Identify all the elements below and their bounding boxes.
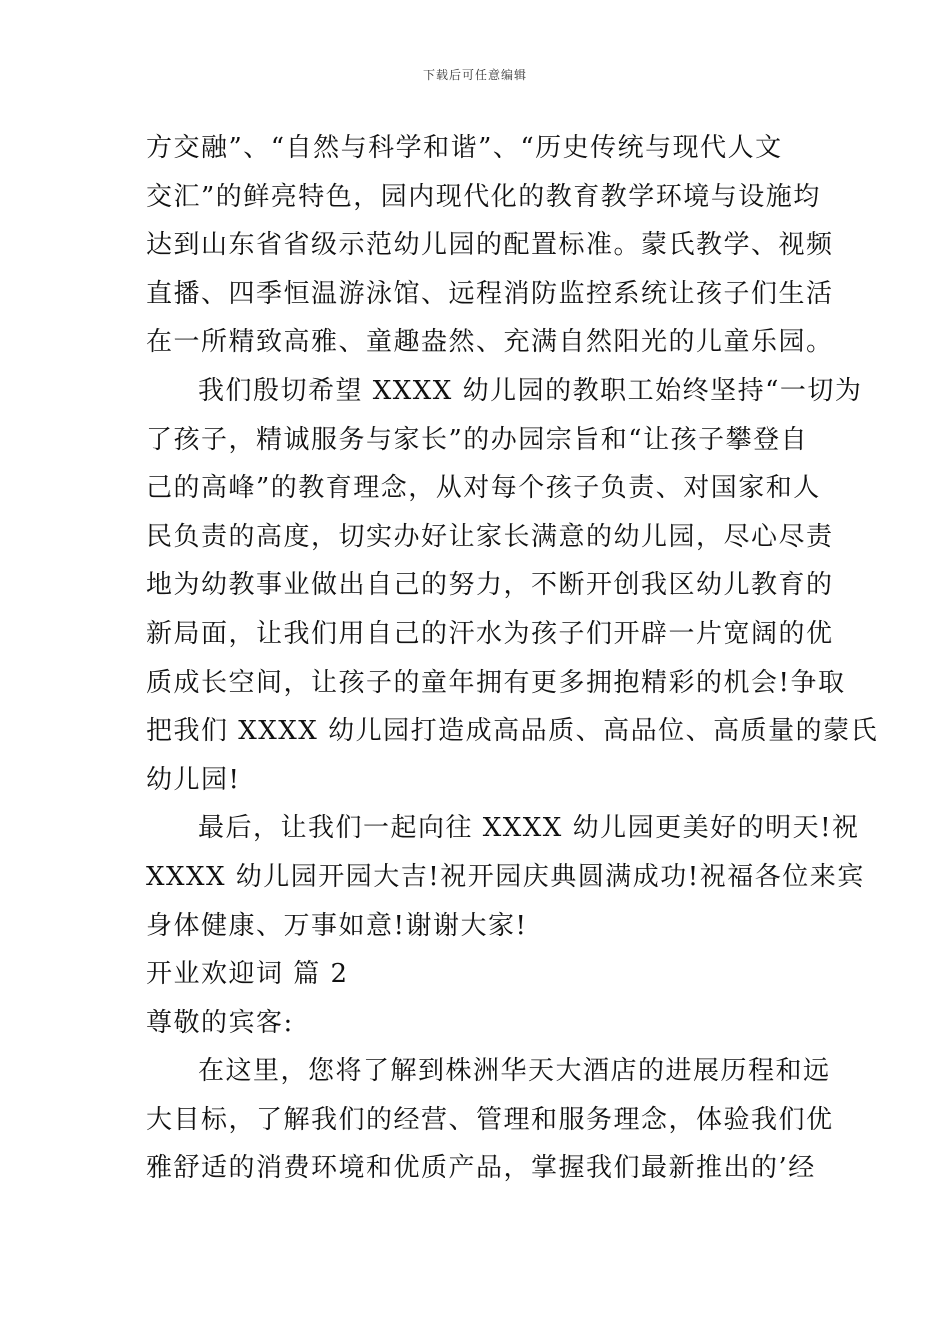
document-body <box>146 124 879 1193</box>
text-line: 尊敬的宾客: <box>146 1007 294 1038</box>
text-line: XXXX 幼儿园开园大吉!祝开园庆典圆满成功!祝福各位来宾 <box>146 861 865 892</box>
text-line: 民负责的高度，切实办好让家长满意的幼儿园，尽心尽责 <box>146 521 834 552</box>
text-line: 在一所精致高雅、童趣盎然、充满自然阳光的儿童乐园。 <box>146 327 834 358</box>
text-line: 直播、四季恒温游泳馆、远程消防监控系统让孩子们生活 <box>146 278 834 309</box>
text-line: 交汇”的鲜亮特色，园内现代化的教育教学环境与设施均 <box>146 181 821 212</box>
text-line: 开业欢迎词 篇 2 <box>146 959 349 990</box>
text-line: 方交融”、“自然与科学和谐”、“历史传统与现代人文 <box>146 133 783 163</box>
text-line: 大目标，了解我们的经营、管理和服务理念，体验我们优 <box>146 1104 834 1135</box>
text-line: 最后，让我们一起向往 XXXX 幼儿园更美好的明天!祝 <box>198 813 860 844</box>
text-line: 新局面，让我们用自己的汗水为孩子们开辟一片宽阔的优 <box>146 618 834 649</box>
text-line: 达到山东省省级示范幼儿园的配置标准。蒙氏教学、视频 <box>146 230 834 261</box>
text-line: 了孩子，精诚服务与家长”的办园宗旨和“让孩子攀登自 <box>146 424 809 455</box>
text-line: 我们殷切希望 XXXX 幼儿园的教职工始终坚持“一切为 <box>198 375 863 406</box>
text-line: 身体健康、万事如意!谢谢大家! <box>146 910 528 941</box>
text-line: 己的高峰”的教育理念，从对每个孩子负责、对国家和人 <box>146 473 821 504</box>
text-line: 在这里，您将了解到株洲华天大酒店的进展历程和远 <box>198 1056 831 1087</box>
text-line: 把我们 XXXX 幼儿园打造成高品质、高品位、高质量的蒙氏 <box>146 716 879 747</box>
text-line: 质成长空间，让孩子的童年拥有更多拥抱精彩的机会!争取 <box>146 667 846 698</box>
page-header: 下载后可任意编辑 <box>422 68 527 82</box>
text-line: 幼儿园! <box>146 764 241 795</box>
text-line: 雅舒适的消费环境和优质产品，掌握我们最新推出的’经 <box>146 1153 816 1184</box>
text-line: 地为幼教事业做出自己的努力，不断开创我区幼儿教育的 <box>146 570 834 601</box>
